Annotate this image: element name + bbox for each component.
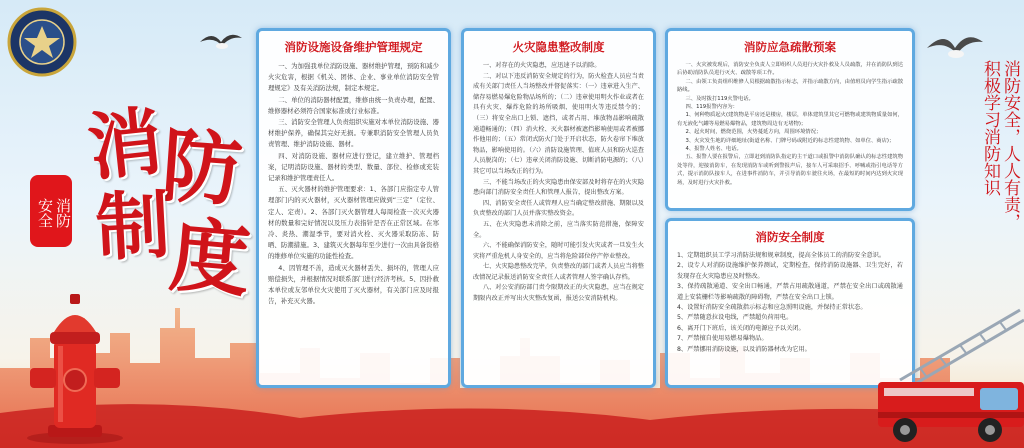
panel-paragraph: 四、消防安全责任人或管理人应当确定整改措施、期限以及负责整改的部门人员并落实整改资金。 [473, 199, 644, 218]
panel-paragraph: 7、严禁擅自使用易燃易爆物品。 [677, 335, 768, 343]
panel-paragraph: 三、消防安全管理人负责组织实施对本单位消防设施、器材维护保养，确保其完好无损。专兼职消防安全管理人员负责管理、维护消防设施、器材。 [268, 118, 439, 149]
panel-paragraph: 八、对公安消防部门责令限期改正的火灾隐患，应当在规定期限内改正并写出火灾整改复函，报送公安消防机构。 [473, 284, 644, 303]
panel-paragraph: 六、不能确保消防安全，随时可能引发火灾或者一旦发生火灾将严重危机人身安全的，应当将危险部位停产停业整改。 [473, 242, 644, 260]
panel-paragraph: 四、119报警内容为： [685, 104, 738, 111]
panel-paragraph: 4、因管理不善，造成灭火器材丢失、损坏的，管理人应赔偿损失，并根据情况对联系部门进行经济考核。5、因扑救本单位或友邻单位火灾使用了灭火器材，有关部门应及时报告，补充灭火器。 [268, 263, 439, 306]
title-char-1: 消 [83, 98, 167, 192]
panel-title: 消防安全制度 [755, 230, 825, 244]
panel-paragraph: 4、报警人姓名、电话。 [685, 146, 742, 153]
panel-paragraph: 四、对消防设施、器材应进行登记，建立维护、管理档案，记明消防设施、器材的类型、数量、部位、检修或充装记录和维护管理责任人。 [268, 151, 439, 183]
panel-paragraph: 2、设专人对消防设施维护保养测试，定期检查，保持消防设施器、卫生完好，若发现存在火灾隐患应及时整改。 [677, 262, 903, 280]
panel-title: 消防设施设备维护管理规定 [284, 40, 423, 54]
panel-paragraph: 五、灭火器材的维护管理要求：1、各部门应指定专人管理部门内的灭火器材，灭火器材管理应做到“三定”（定位、定人、定责）。2、各部门灭火器管理人每周检查一次灭火器材的数量和完好情况以及压力表指针是否在正常区域。在寒冷、炎热、潮湿季节，要对消火栓、灭火器采取防冻、防晒、防潮措施。3、建筑灭火器每年至少进行一次由具备资格的维修单位实施的功能性检查。 [268, 185, 439, 261]
vertical-slogan [974, 60, 1020, 230]
panel-paragraph: 3、保持疏散通道、安全出口畅通，严禁占用疏散通道，严禁在安全出口或疏散通道上安装栅栏等影响疏散的障碍物，严禁在安全出口上锁。 [677, 283, 903, 301]
slogan-line-2: 积极学习消防知识 [980, 60, 1000, 196]
fire-truck-icon [860, 300, 1024, 445]
fire-emblem-icon [6, 6, 78, 78]
fire-safety-seal [30, 175, 72, 247]
panel-paragraph: 8、严禁挪用消防设施，以及消防器材改为它用。 [677, 345, 811, 353]
title-char-3: 制 [93, 182, 173, 272]
title-char-4: 度 [166, 207, 254, 309]
seal-line-1: 消防 [54, 198, 72, 228]
panel-paragraph: 1、何种物质起火(建筑物是平房还是楼房，楼层，单体建筑里其它可燃物或建筑物质量如何，有无液化气罐等易燃易爆物品，建筑物周边有无堵物)； [677, 112, 903, 127]
panel-paragraph: 七、火灾隐患整改完毕，负责整改的部门或者人员应当将整改情况记录报送消防安全责任人或者管理人签字确认存档。 [473, 263, 644, 281]
panel-paragraph: 3、火灾发生地的详细地址(街道名称、门牌号码或附近的标志性建筑物、如单位、商店)； [685, 137, 895, 144]
panel-paragraph: 5、严禁随意拉设电线，严禁超负荷用电。 [677, 314, 793, 322]
panel-title: 火灾隐患整改制度 [512, 40, 605, 54]
panel-evacuation-plan [665, 28, 915, 211]
panel-paragraph: 三、不能当场改正的火灾隐患由保安部及时将存在的火灾隐患向部门消防安全责任人和管理人报告，提出整改方案。 [473, 178, 644, 197]
panel-equipment-maintenance [256, 28, 451, 388]
panel-paragraph: 二、由领工负责组织维修人员根据疏散指示标志，并指示疏散方向，由值班员向学生指示疏散路线。 [677, 78, 903, 94]
panel-paragraph: 三、及时拨打119火警电话。 [685, 95, 754, 102]
panel-paragraph: 2、起火时间，燃烧范围，火势蔓延方向，周围环境情况； [685, 129, 822, 136]
panel-paragraph: 一、对存在的火灾隐患，应迅速予以消除。 [482, 62, 601, 69]
panel-paragraph: 五、报警人要在报警后，立即赶到消防队指定的主干道口或报警中消防队确认的标志性建筑物处等待，迎接消防车，在发现消防车或听到警报声后，接车人可采取招手、呼喊或指引电话等方式，提示消防队接车人，在进事件消防车，并引导消防车驶往火场，在最短的时间内达到火灾现场，及时进行火灾扑救。 [677, 154, 903, 186]
panel-paragraph: 二、对以下违反消防安全规定的行为，防火检查人员应当责成有关部门责任人当场整改并督促落实：（一）违章进入生产、储存易燃易爆危险物品场所的；（二）违章使用明火作业或者在具有火灾、爆炸危险的场所吸烟、使用明火等违反禁令的；（三）将安全出口上锁、遮挡，或者占用、堆放物品影响疏散通道畅通的；（四）消火栓、灭火器材被遮挡影响使用或者被挪作他用的；（五）常闭式防火门处于开启状态，防火卷帘下堆放物品，影响使用的。（六）消防设施管理、值班人员和防火巡查人员脱岗的；（七）违章关闭消防设施、切断消防电源的；（八）其它可以当场改正的行为。 [473, 72, 644, 175]
seagull-icon [198, 28, 244, 58]
seal-line-2: 安全 [36, 198, 54, 228]
panel-paragraph: 二、单位的消防器材配置，维修由统一负责办理，配置、维修器材必须符合国家标准或行业标准。 [268, 95, 439, 115]
panel-paragraph: 6、离开门下班后，该关闭的电源应予以关闭。 [677, 324, 805, 332]
panel-paragraph: 五、在火灾隐患未消除之前，应当落实防范措施，保障安全。 [473, 220, 644, 239]
slogan-line-1: 消防安全，人人有责， [1000, 60, 1020, 230]
title-char-2: 防 [158, 118, 246, 218]
panel-hazard-rectification [461, 28, 656, 388]
fire-hydrant-icon [20, 280, 130, 445]
panel-paragraph: 一、火灾被发现后，消防安全负责人立即组织人员进行火灾扑救及人员疏散，并在消防队到达后协助消防队员进行灭火、疏散等项工作。 [677, 62, 903, 77]
panel-paragraph: 一、为加强我单位消防设施、器材维护管理，预防和减少火灾危害，根据《机关、团体、企业、事业单位消防安全管理规定》及有关消防法规，制定本规定。 [268, 62, 439, 93]
panel-title: 消防应急疏散预案 [744, 40, 836, 54]
panel-paragraph: 1、定期组织员工学习消防法规和规章制度，提高全体员工的消防安全意识。 [677, 252, 886, 259]
panel-paragraph: 4、设置好消防安全疏散指示标志和应急照明设施，并保持正常状态。 [677, 304, 867, 312]
